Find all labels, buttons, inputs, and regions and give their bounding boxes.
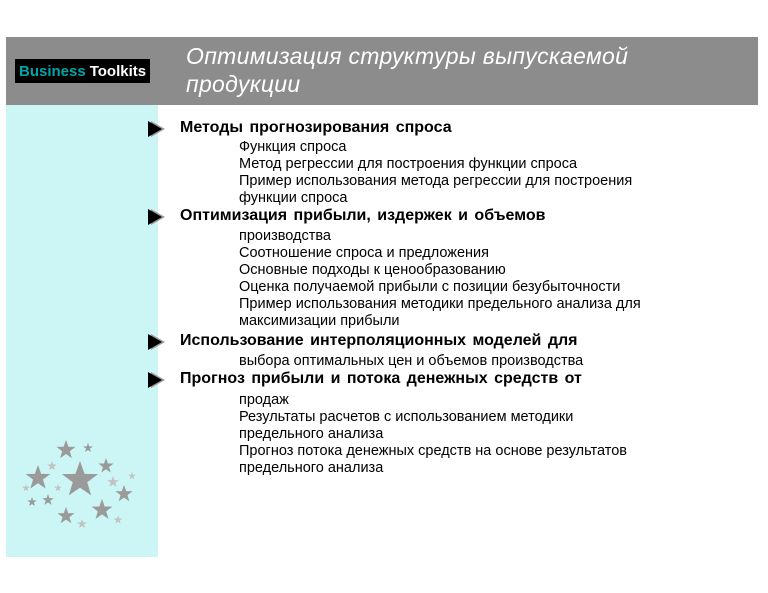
section-line: Пример использования методики предельного анализа для — [239, 296, 641, 312]
section-heading: Методы прогнозирования спроса — [180, 119, 452, 136]
bullet-arrow-icon — [146, 333, 166, 351]
section-line: Результаты расчетов с использованием методики — [239, 409, 574, 425]
section-line: Оценка получаемой прибыли с позиции безубыточности — [239, 279, 621, 295]
stars-decoration-icon — [18, 436, 143, 531]
section-line: максимизации прибыли — [239, 313, 400, 329]
section-heading: Прогноз прибыли и потока денежных средств от — [180, 370, 582, 387]
bullet-arrow-icon — [146, 208, 166, 226]
bullet-arrow-icon — [146, 120, 166, 138]
section-line: Метод регрессии для построения функции спроса — [239, 156, 578, 172]
section-line: Прогноз потока денежных средств на основе результатов — [239, 443, 628, 459]
section-line: Соотношение спроса и предложения — [239, 245, 489, 261]
section-line: выбора оптимальных цен и объемов производства — [239, 353, 584, 369]
section-heading: Использование интерполяционных моделей для — [180, 332, 578, 349]
section-line: продаж — [239, 392, 289, 408]
header-bar — [6, 37, 758, 105]
section-line: Основные подходы к ценообразованию — [239, 262, 506, 278]
bullet-arrow-icon — [146, 371, 166, 389]
section-line: Функция спроса — [239, 139, 347, 155]
logo-part-toolkits: Toolkits — [89, 62, 147, 80]
section-line: Пример использования метода регрессии для построения — [239, 173, 633, 189]
business-toolkits-logo — [15, 59, 150, 83]
section-line: производства — [239, 228, 331, 244]
section-line: предельного анализа — [239, 460, 384, 476]
section-line: предельного анализа — [239, 426, 384, 442]
section-heading: Оптимизация прибыли, издержек и объемов — [180, 207, 546, 224]
section-line: функции спроса — [239, 190, 348, 206]
logo-part-business: Business — [19, 62, 86, 80]
page-title: Оптимизация структуры выпускаемой продукции — [186, 43, 629, 97]
